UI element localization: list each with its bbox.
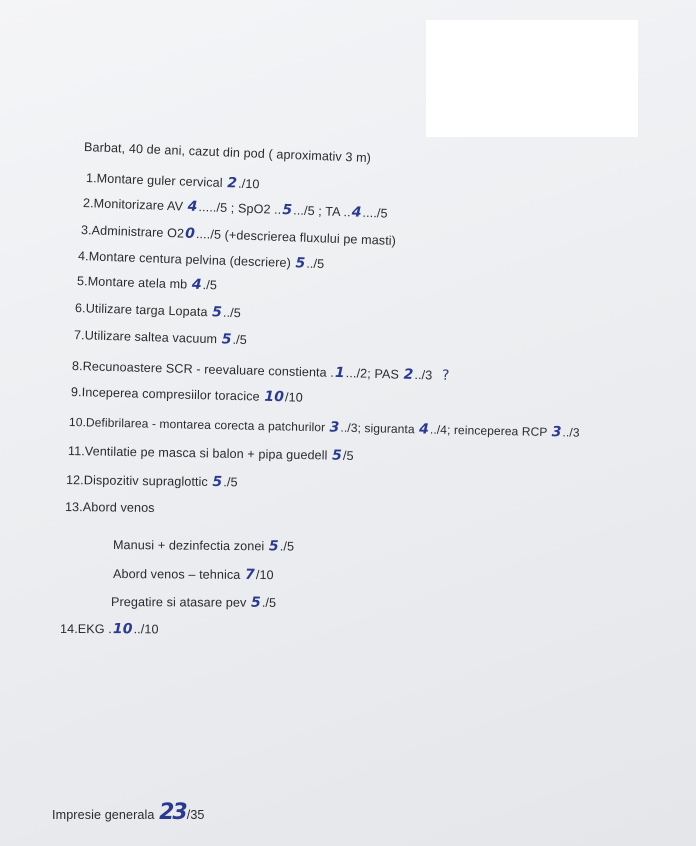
item-10: 10.Defibrilarea - montarea corecta a patchurilor 3../3; siguranta 4../4; reinceperea RCP 3../3 xyxy=(68,415,580,441)
handwritten-score: 5 xyxy=(250,594,261,611)
item-3: 3.Administrare O20..../5 (+descrierea fluxului pe masti) xyxy=(80,223,397,248)
handwritten-score: 3 xyxy=(329,419,340,436)
handwritten-score: 4 xyxy=(418,421,430,438)
handwritten-score: 5 xyxy=(268,538,279,555)
general-impression xyxy=(52,800,205,825)
handwritten-score: 5 xyxy=(221,331,232,348)
handwritten-score: 5 xyxy=(211,304,223,321)
handwritten-question-mark: ? xyxy=(441,367,450,384)
general-impression-label: Impresie generala xyxy=(52,808,159,822)
item-7: 7.Utilizare saltea vacuum 5./5 xyxy=(73,328,248,348)
handwritten-score: 4 xyxy=(191,276,202,293)
item-1: 1.Montare guler cervical 2./10 xyxy=(85,171,260,192)
item-2: 2.Monitorizare AV 4...../5 ; SpO2 ..5.../5 ; TA ..4..../5 xyxy=(82,196,388,221)
handwritten-score: 2 xyxy=(403,366,414,383)
item-11: 11.Ventilatie pe masca si balon + pipa guedell 5/5 xyxy=(67,444,354,464)
handwritten-total-score: 23 xyxy=(159,800,186,825)
item-14: 14.EKG .10../10 xyxy=(59,621,159,638)
handwritten-score: 7 xyxy=(244,566,255,583)
handwritten-score: 3 xyxy=(551,424,562,441)
item-13b: Abord venos – tehnica 7/10 xyxy=(112,566,274,583)
item-5: 5.Montare atela mb 4./5 xyxy=(76,274,218,293)
handwritten-score: 10 xyxy=(264,388,285,406)
handwritten-score: 5 xyxy=(212,474,223,491)
item-9: 9.Inceperea compresiilor toracice 10/10 xyxy=(70,385,304,406)
handwritten-score: 5 xyxy=(331,447,343,464)
general-impression-total: /35 xyxy=(186,808,205,822)
redaction-box xyxy=(426,20,638,137)
item-13a: Manusi + dezinfectia zonei 5./5 xyxy=(112,538,295,555)
handwritten-score: 2 xyxy=(227,175,238,192)
item-13c: Pregatire si atasare pev 5./5 xyxy=(110,594,277,611)
case-header-text: Barbat, 40 de ani, cazut din pod ( aproximativ 3 m) xyxy=(83,140,372,166)
handwritten-score: 0 xyxy=(184,225,196,242)
handwritten-score: 1 xyxy=(334,364,345,382)
item-8: 8.Recunoastere SCR - reevaluare constienta .1.../2; PAS 2../3 ? xyxy=(71,359,450,384)
handwritten-score: 5 xyxy=(295,255,306,272)
item-6: 6.Utilizare targa Lopata 5../5 xyxy=(74,301,242,321)
handwritten-score: 4 xyxy=(187,198,198,215)
handwritten-score: 4 xyxy=(351,204,362,221)
item-4: 4.Montare centura pelvina (descriere) 5../5 xyxy=(77,249,325,272)
item-13: 13.Abord venos xyxy=(64,500,155,515)
case-header xyxy=(84,140,372,165)
handwritten-score: 5 xyxy=(282,201,293,219)
handwritten-score: 10 xyxy=(112,621,133,638)
item-12: 12.Dispozitiv supraglottic 5./5 xyxy=(65,473,238,491)
